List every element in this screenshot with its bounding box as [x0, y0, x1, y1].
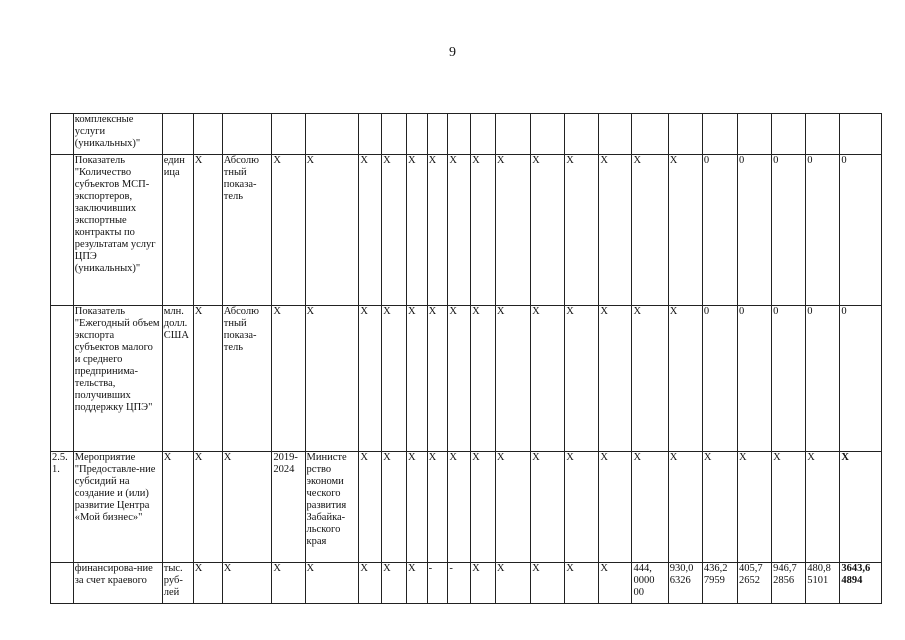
- value-cell: X: [840, 452, 882, 563]
- value-cell: 2019- 2024: [272, 452, 305, 563]
- value-cell: Абсолю тный показа- тель: [222, 155, 272, 306]
- value-cell: X: [359, 452, 382, 563]
- value-cell: X: [531, 563, 565, 604]
- value-cell: -: [427, 563, 448, 604]
- value-cell: X: [193, 155, 222, 306]
- value-cell: [772, 114, 806, 155]
- unit-cell: тыс. руб- лей: [162, 563, 193, 604]
- indicator-name-cell: комплексные услуги (уникальных)": [73, 114, 162, 155]
- value-cell: X: [427, 155, 448, 306]
- value-cell: [471, 114, 496, 155]
- plan-table: [50, 113, 882, 604]
- value-cell: 0: [806, 155, 840, 306]
- unit-cell: един ица: [162, 155, 193, 306]
- value-cell: X: [632, 155, 668, 306]
- value-cell: Абсолю тный показа- тель: [222, 306, 272, 452]
- value-cell: X: [772, 452, 806, 563]
- value-cell: X: [495, 155, 530, 306]
- value-cell: X: [531, 452, 565, 563]
- value-cell: Министе рство экономи ческого развития Забайка- льского края: [305, 452, 359, 563]
- table-row: [51, 563, 882, 604]
- value-cell: X: [359, 155, 382, 306]
- indicator-name-cell: финансирова-ние за счет краевого: [73, 563, 162, 604]
- value-cell: X: [193, 306, 222, 452]
- value-cell: X: [738, 452, 772, 563]
- value-cell: X: [427, 306, 448, 452]
- row-number-cell: 2.5. 1.: [51, 452, 74, 563]
- value-cell: [382, 114, 407, 155]
- value-cell: 436,2 7959: [702, 563, 737, 604]
- value-cell: X: [222, 452, 272, 563]
- value-cell: X: [471, 155, 496, 306]
- value-cell: [531, 114, 565, 155]
- unit-cell: [162, 114, 193, 155]
- value-cell: [840, 114, 882, 155]
- value-cell: [427, 114, 448, 155]
- value-cell: X: [305, 563, 359, 604]
- value-cell: X: [382, 563, 407, 604]
- value-cell: 0: [772, 155, 806, 306]
- value-cell: X: [272, 306, 305, 452]
- table-row: [51, 114, 882, 155]
- indicator-name-cell: Показатель "Ежегодный объем экспорта субъектов малого и среднего предпринима-тельства, получивших поддержку ЦПЭ": [73, 306, 162, 452]
- value-cell: X: [193, 563, 222, 604]
- value-cell: 3643,6 4894: [840, 563, 882, 604]
- value-cell: X: [272, 155, 305, 306]
- indicator-name-cell: Показатель "Количество субъектов МСП-экспортеров, заключивших экспортные контракты по результатам услуг ЦПЭ (уникальных)": [73, 155, 162, 306]
- value-cell: 0: [702, 155, 737, 306]
- value-cell: [222, 114, 272, 155]
- table-row: [51, 452, 882, 563]
- value-cell: X: [565, 452, 599, 563]
- value-cell: [193, 114, 222, 155]
- unit-cell: млн. долл. США: [162, 306, 193, 452]
- value-cell: X: [406, 452, 427, 563]
- value-cell: X: [599, 306, 632, 452]
- value-cell: X: [632, 306, 668, 452]
- value-cell: X: [382, 452, 407, 563]
- value-cell: X: [668, 306, 702, 452]
- value-cell: X: [359, 306, 382, 452]
- value-cell: X: [806, 452, 840, 563]
- indicator-name-cell: Мероприятие "Предоставле-ние субсидий на создание и (или) развитие Центра «Мой бизнес»": [73, 452, 162, 563]
- value-cell: -: [448, 563, 471, 604]
- value-cell: [406, 114, 427, 155]
- value-cell: [632, 114, 668, 155]
- value-cell: X: [531, 155, 565, 306]
- value-cell: X: [471, 306, 496, 452]
- value-cell: [806, 114, 840, 155]
- value-cell: X: [359, 563, 382, 604]
- value-cell: 946,7 2856: [772, 563, 806, 604]
- value-cell: [495, 114, 530, 155]
- value-cell: X: [632, 452, 668, 563]
- page-number: 9: [449, 45, 456, 60]
- row-number-cell: [51, 563, 74, 604]
- value-cell: [565, 114, 599, 155]
- row-number-cell: [51, 114, 74, 155]
- row-number-cell: [51, 306, 74, 452]
- value-cell: 0: [806, 306, 840, 452]
- value-cell: X: [471, 563, 496, 604]
- value-cell: [668, 114, 702, 155]
- value-cell: 480,8 5101: [806, 563, 840, 604]
- value-cell: X: [495, 563, 530, 604]
- value-cell: X: [668, 155, 702, 306]
- value-cell: X: [193, 452, 222, 563]
- value-cell: X: [448, 306, 471, 452]
- value-cell: [599, 114, 632, 155]
- value-cell: 444, 0000 00: [632, 563, 668, 604]
- value-cell: X: [406, 155, 427, 306]
- value-cell: X: [448, 155, 471, 306]
- value-cell: 0: [738, 155, 772, 306]
- value-cell: X: [406, 306, 427, 452]
- value-cell: 930,0 6326: [668, 563, 702, 604]
- value-cell: [305, 114, 359, 155]
- value-cell: X: [495, 306, 530, 452]
- table-row: [51, 306, 882, 452]
- value-cell: X: [565, 155, 599, 306]
- value-cell: 0: [702, 306, 737, 452]
- value-cell: X: [495, 452, 530, 563]
- value-cell: X: [305, 306, 359, 452]
- value-cell: [272, 114, 305, 155]
- value-cell: [702, 114, 737, 155]
- value-cell: X: [565, 306, 599, 452]
- value-cell: X: [599, 452, 632, 563]
- value-cell: 0: [840, 306, 882, 452]
- value-cell: 0: [738, 306, 772, 452]
- value-cell: X: [599, 155, 632, 306]
- value-cell: X: [702, 452, 737, 563]
- value-cell: 405,7 2652: [738, 563, 772, 604]
- value-cell: X: [531, 306, 565, 452]
- value-cell: [448, 114, 471, 155]
- value-cell: 0: [840, 155, 882, 306]
- value-cell: X: [668, 452, 702, 563]
- value-cell: [359, 114, 382, 155]
- value-cell: X: [427, 452, 448, 563]
- value-cell: X: [222, 563, 272, 604]
- value-cell: X: [406, 563, 427, 604]
- value-cell: 0: [772, 306, 806, 452]
- value-cell: [738, 114, 772, 155]
- value-cell: X: [382, 155, 407, 306]
- row-number-cell: [51, 155, 74, 306]
- value-cell: X: [565, 563, 599, 604]
- value-cell: X: [305, 155, 359, 306]
- table-row: [51, 155, 882, 306]
- value-cell: X: [448, 452, 471, 563]
- value-cell: X: [382, 306, 407, 452]
- value-cell: X: [471, 452, 496, 563]
- value-cell: X: [272, 563, 305, 604]
- unit-cell: X: [162, 452, 193, 563]
- value-cell: X: [599, 563, 632, 604]
